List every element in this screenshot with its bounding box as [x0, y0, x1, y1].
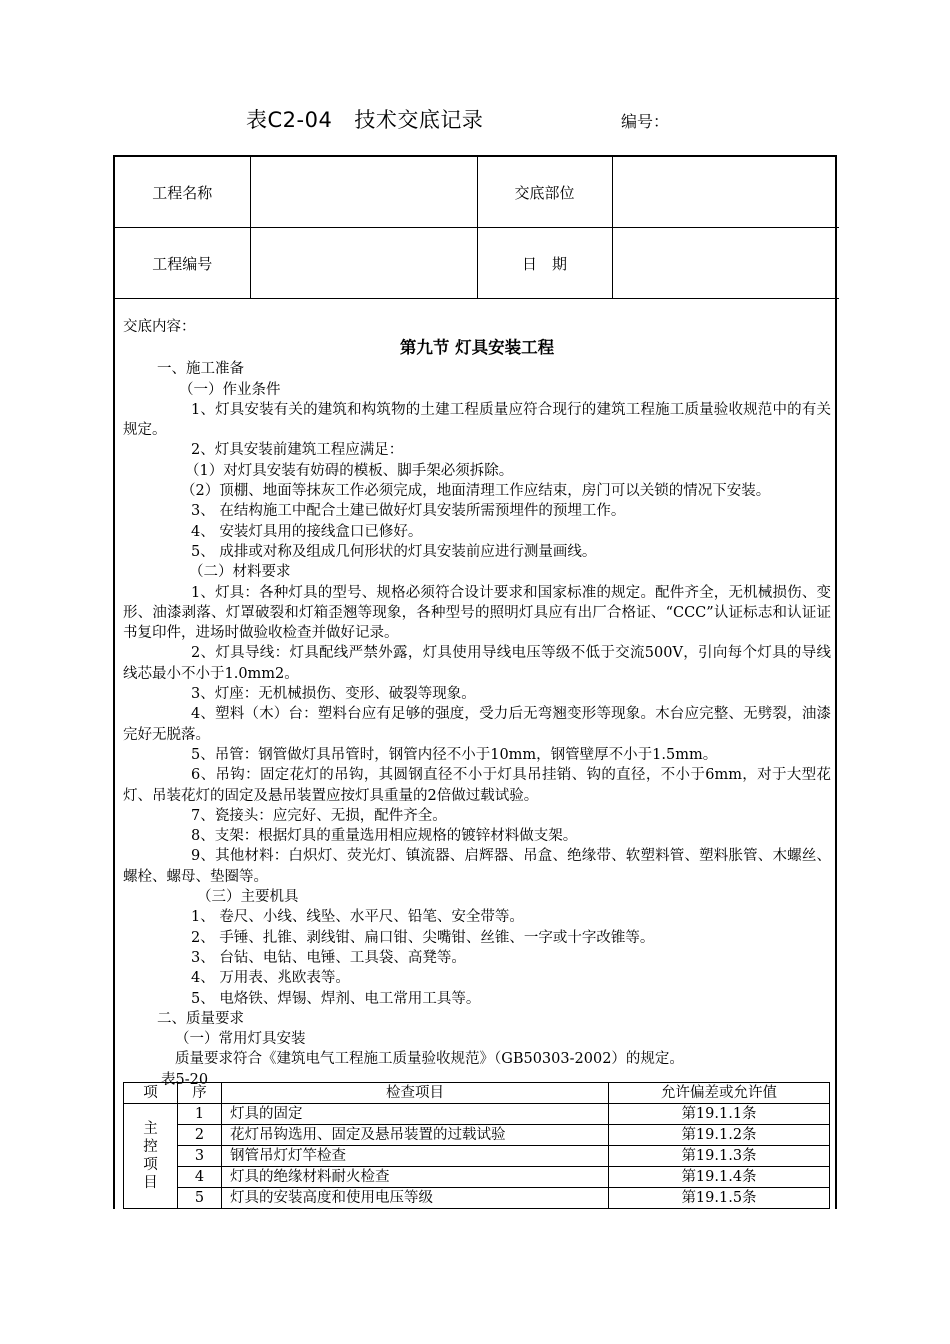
- allowed-value: 第19.1.4条: [609, 1167, 830, 1188]
- project-name-field[interactable]: [250, 157, 477, 228]
- paragraph: 2、灯具安装前建筑工程应满足：: [191, 442, 404, 459]
- subheading-main-tools: （三）主要机具: [197, 889, 299, 906]
- row-number: 3: [178, 1146, 222, 1167]
- heading-construction-prep: 一、施工准备: [157, 361, 244, 378]
- allowed-value: 第19.1.2条: [609, 1125, 830, 1146]
- row-number: 1: [178, 1104, 222, 1125]
- heading-quality-requirements: 二、质量要求: [157, 1010, 244, 1027]
- paragraph: 3、 在结构施工中配合土建已做好灯具安装所需预埋件的预埋工作。: [191, 503, 626, 520]
- subheading-work-conditions: （一）作业条件: [179, 381, 281, 398]
- row-number: 4: [178, 1167, 222, 1188]
- group-label-cell: [124, 1104, 178, 1209]
- date-field[interactable]: [612, 228, 839, 299]
- subheading-common-lamps: （一）常用灯具安装: [175, 1031, 306, 1048]
- disclosure-content: [123, 317, 831, 1090]
- project-name-label: 工程名称: [115, 157, 250, 228]
- table-caption: 表5-20: [161, 1071, 209, 1088]
- content-intro: 交底内容：: [123, 319, 196, 335]
- header-cell: 允许偏差或允许值: [609, 1083, 830, 1104]
- row-number: 5: [178, 1188, 222, 1209]
- row-number: 2: [178, 1125, 222, 1146]
- allowed-value: 第19.1.5条: [609, 1188, 830, 1209]
- paragraph: 1、 卷尺、小线、线坠、水平尺、铅笔、安全带等。: [191, 909, 524, 926]
- table-row: [124, 1188, 830, 1209]
- record-frame: [113, 155, 837, 1209]
- header-cell: 序: [178, 1083, 222, 1104]
- date-label: 日 期: [477, 228, 612, 299]
- paragraph: 1、灯具安装有关的建筑和构筑物的土建工程质量应符合现行的建筑工程施工质量验收规范中的有关规定。: [123, 401, 831, 439]
- page-title: [246, 104, 483, 134]
- paragraph: 5、吊管：钢管做灯具吊管时，钢管内径不小于10mm，钢管壁厚不小于1.5mm。: [191, 746, 718, 763]
- table-row: [124, 1104, 830, 1125]
- serial-number-label: 编号：: [621, 112, 670, 131]
- paragraph: （2）顶棚、地面等抹灰工作必须完成，地面清理工作应结束，房门可以关锁的情况下安装。: [181, 483, 771, 500]
- group-label: 主 控 项 目: [143, 1121, 158, 1191]
- allowed-value: 第19.1.3条: [609, 1146, 830, 1167]
- paragraph: 2、灯具导线：灯具配线严禁外露，灯具使用导线电压等级不低于交流500V，引向每个灯具的导线线芯最小不小于1.0mm2。: [123, 645, 831, 682]
- table-row: [124, 1167, 830, 1188]
- paragraph: 5、 电烙铁、焊锡、焊剂、电工常用工具等。: [191, 990, 481, 1007]
- table-row: [124, 1146, 830, 1167]
- paragraph: 4、 万用表、兆欧表等。: [191, 970, 350, 987]
- paragraph: 8、支架：根据灯具的重量选用相应规格的镀锌材料做支架。: [191, 828, 578, 845]
- project-number-label: 工程编号: [115, 228, 250, 299]
- paragraph: 6、吊钩：固定花灯的吊钩，其圆钢直径不小于灯具吊挂销、钩的直径，不小于6mm，对于大型花灯、吊装花灯的固定及悬吊装置应按灯具重量的2倍做过载试验。: [123, 767, 831, 804]
- allowed-value: 第19.1.1条: [609, 1104, 830, 1125]
- table-header-row: [124, 1083, 830, 1104]
- paragraph: 7、瓷接头：应完好、无损，配件齐全。: [191, 807, 447, 824]
- table-row: [124, 1125, 830, 1146]
- header-cell: 项: [124, 1083, 178, 1104]
- project-number-field[interactable]: [250, 228, 477, 299]
- paragraph: （1）对灯具安装有妨碍的模板、脚手架必须拆除。: [185, 462, 514, 479]
- check-item: 花灯吊钩选用、固定及悬吊装置的过载试验: [222, 1125, 609, 1146]
- paragraph: 9、其他材料：白炽灯、荧光灯、镇流器、启辉器、吊盒、绝缘带、软塑料管、塑料胀管、木螺丝、螺栓、螺母、垫圈等。: [123, 848, 831, 885]
- paragraph: 2、 手锤、扎锥、剥线钳、扁口钳、尖嘴钳、丝锥、一字或十字改锥等。: [191, 929, 655, 946]
- check-item: 钢管吊灯灯竿检查: [222, 1146, 609, 1167]
- section-title: 第九节 灯具安装工程: [399, 338, 555, 358]
- paragraph: 3、灯座：无机械损伤、变形、破裂等现象。: [191, 686, 476, 703]
- info-table: [115, 157, 839, 299]
- check-item: 灯具的固定: [222, 1104, 609, 1125]
- paragraph: 3、 台钻、电钻、电锤、工具袋、高凳等。: [191, 949, 466, 966]
- subheading-material-requirements: （二）材料要求: [189, 564, 291, 581]
- paragraph: 4、塑料（木）台：塑料台应有足够的强度，受力后无弯翘变形等现象。木台应完整、无劈裂，油漆完好无脱落。: [123, 706, 831, 743]
- location-label: 交底部位: [477, 157, 612, 228]
- check-item: 灯具的安装高度和使用电压等级: [222, 1188, 609, 1209]
- paragraph: 质量要求符合《建筑电气工程施工质量验收规范》（GB50303-2002）的规定。: [175, 1051, 684, 1068]
- quality-table: [123, 1082, 830, 1209]
- form-code: 表C2-04: [246, 108, 333, 132]
- form-title: 技术交底记录: [354, 108, 484, 132]
- paragraph: 1、灯具：各种灯具的型号、规格必须符合设计要求和国家标准的规定。配件齐全，无机械损伤、变形、油漆剥落、灯罩破裂和灯箱歪翘等现象，各种型号的照明灯具应有出厂合格证、“CCC”认证标志和认证证书复印件，进场时做验收检查并做好记录。: [123, 584, 831, 642]
- paragraph: 5、 成排或对称及组成几何形状的灯具安装前应进行测量画线。: [191, 543, 597, 560]
- location-field[interactable]: [612, 157, 839, 228]
- header-cell: 检查项目: [222, 1083, 609, 1104]
- paragraph: 4、 安装灯具用的接线盒口已修好。: [191, 523, 423, 540]
- check-item: 灯具的绝缘材料耐火检查: [222, 1167, 609, 1188]
